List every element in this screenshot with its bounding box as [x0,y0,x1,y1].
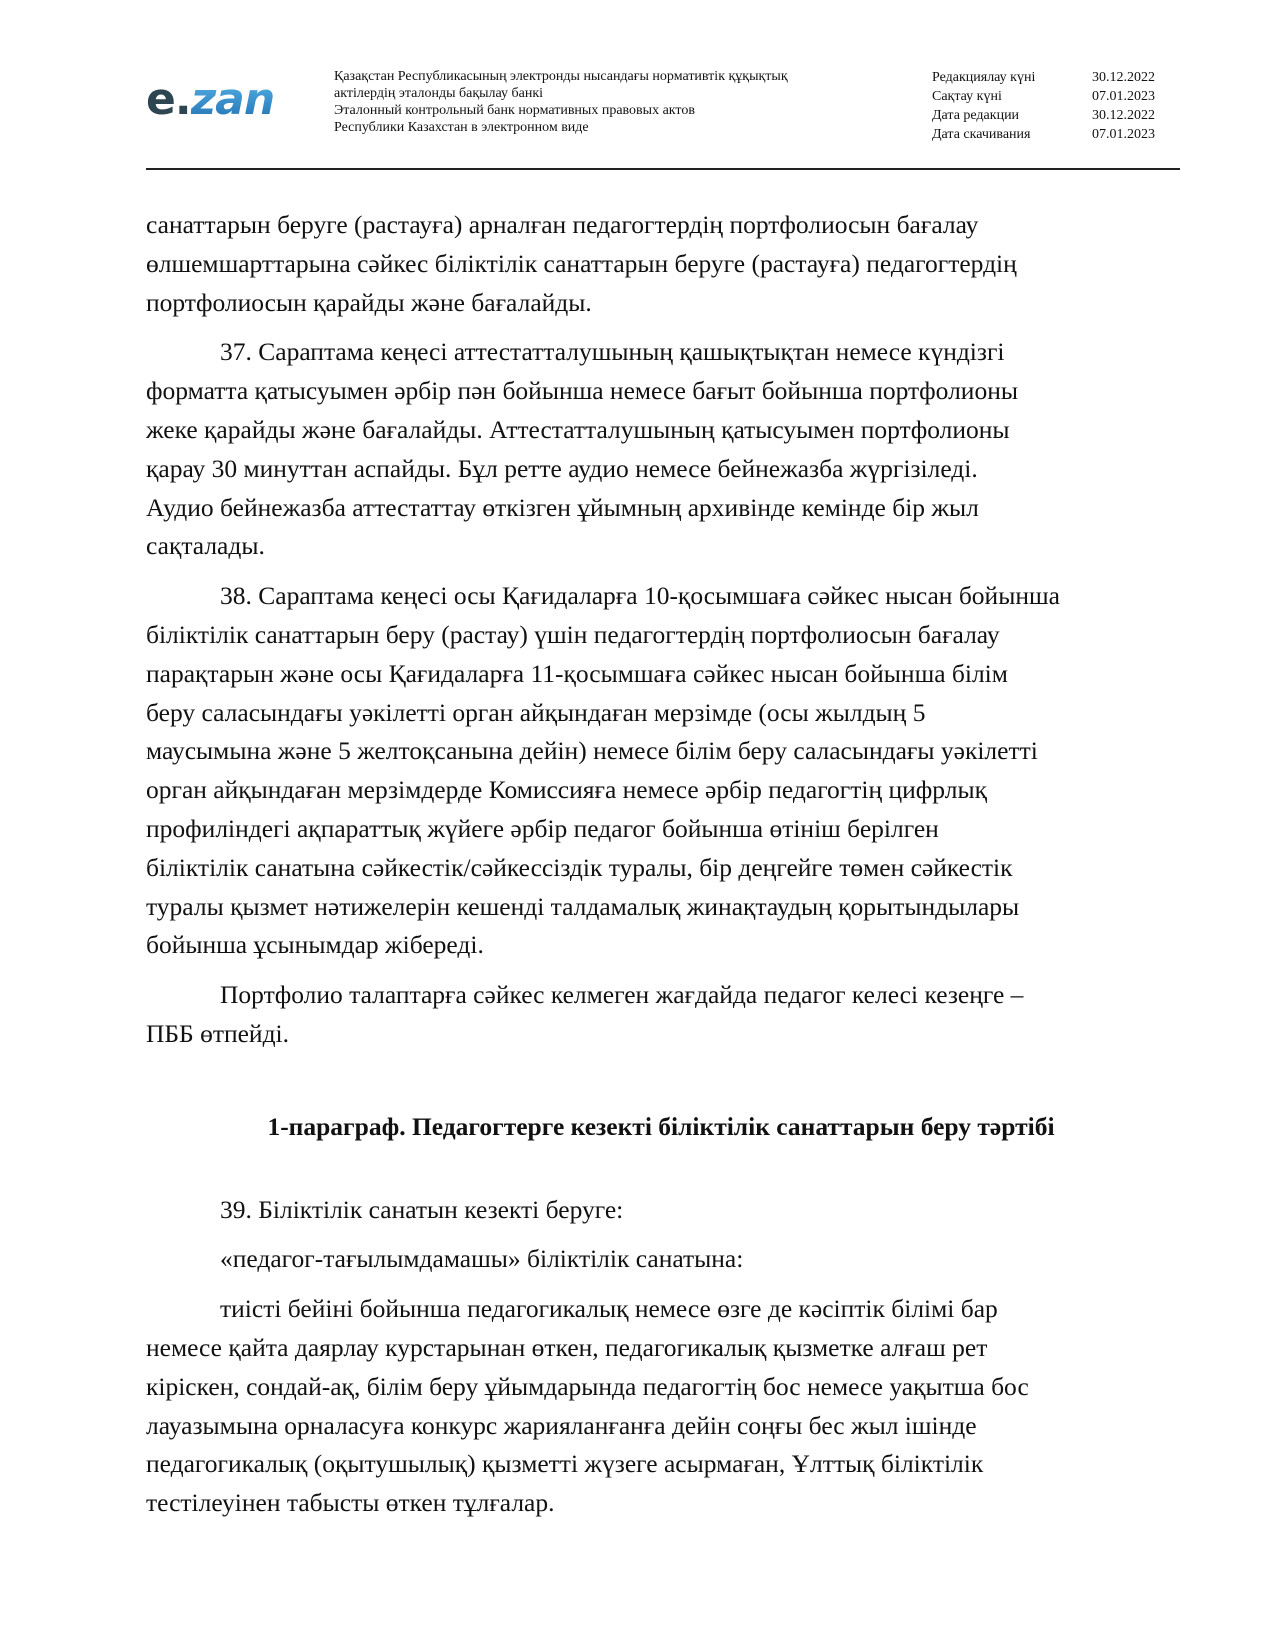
meta-value: 30.12.2022 [1092,70,1155,85]
text-line: 38. Сараптама кеңесі осы Қағидаларға 10-қосымшаға сәйкес нысан бойынша [220,581,1060,611]
text-line: Портфолио талаптарға сәйкес келмеген жағдайда педагог келесі кезеңге – [220,980,1024,1010]
text-line: сақталады. [146,531,265,561]
text-line: ПББ өтпейді. [146,1018,290,1048]
meta-value: 07.01.2023 [1092,127,1155,142]
text-line: тиісті бейіні бойынша педагогикалық немесе өзге де кәсіптік білімі бар [220,1294,998,1324]
text-line: жеке қарайды және бағалайды. Аттестатталушының қатысуымен портфолионы [146,414,1010,444]
text-line: санаттарын беруге (растауға) арналған педагогтердің портфолиосын бағалау [146,210,979,239]
logo-prefix: e [146,74,175,125]
paragraph-eligible-persons [146,1290,1176,1523]
paragraph-37 [146,333,1176,566]
text-line: профиліндегі ақпараттық жүйеге әрбір педагог бойынша өтініш берілген [146,813,939,843]
bank-title [334,68,788,136]
meta-row-save-date-kk [932,87,1182,106]
text-line: 37. Сараптама кеңесі аттестатталушының қашықтықтан немесе күндізгі [220,337,1005,367]
document-dates [932,68,1182,144]
ezan-logo [146,74,275,125]
header-divider [146,168,1180,170]
meta-row-download-date-ru [932,125,1182,144]
text-line: біліктілік санатына сәйкестік/сәйкессіздік туралы, бір деңгейге төмен сәйкестік [146,852,1013,882]
text-line: біліктілік санаттарын беру (растау) үшін педагогтердің портфолиосын бағалау [146,619,1000,649]
text-line: немесе қайта даярлау курстарынан өткен, педагогикалық қызметке алғаш рет [146,1332,988,1362]
text-line: бойынша ұсынымдар жібереді. [146,930,484,960]
text-line: маусымына және 5 желтоқсанына дейін) немесе білім беру саласындағы уәкілетті [146,736,1038,766]
bank-title-line: актілердің эталонды бақылау банкі [334,86,544,101]
text-line: өлшемшарттарына сәйкес біліктілік санаттарын беруге (растауға) педагогтердің [146,248,1017,278]
document-body [146,206,1176,1534]
bank-title-line: Эталонный контрольный банк нормативных правовых актов [334,103,695,118]
meta-label: Дата редакции [932,108,1020,123]
document-header [146,66,1180,166]
meta-label: Редакциялау күні [932,70,1036,85]
meta-row-edit-date-kk [932,68,1182,87]
bank-title-line: Республики Казахстан в электронном виде [334,120,589,135]
paragraph-39: 39. Біліктілік санатын кезекті беруге: [220,1194,624,1224]
meta-label: Сақтау күні [932,89,1002,104]
meta-value: 07.01.2023 [1092,89,1155,104]
text-line: педагогикалық (оқытушылық) қызметті жүзеге асырмаған, Ұлттық біліктілік [146,1449,984,1479]
paragraph-38 [146,577,1176,965]
text-line: портфолиосын қарайды және бағалайды. [146,287,592,317]
text-line: беру саласындағы уәкілетті орган айқындаған мерзімде (осы жылдың 5 [146,697,926,727]
bank-title-line: Қазақстан Республикасының электронды нысандағы нормативтік құқықтық [334,69,788,84]
text-line: форматта қатысуымен әрбір пән бойынша немесе бағыт бойынша портфолионы [146,376,1018,406]
paragraph-category: «педагог-тағылымдамашы» біліктілік санатына: [220,1244,744,1274]
meta-label: Дата скачивания [932,127,1031,142]
text-line: лауазымына орналасуға конкурс жарияланғанға дейін соңғы бес жыл ішінде [146,1410,977,1440]
text-line: Аудио бейнежазба аттестаттау өткізген ұйымның архивінде кемінде бір жыл [146,492,979,522]
text-line: қарау 30 минуттан аспайды. Бұл ретте аудио немесе бейнежазба жүргізіледі. [146,453,978,483]
text-line: кіріскен, сондай-ақ, білім беру ұйымдарында педагогтің бос немесе уақытша бос [146,1371,1029,1401]
paragraph-continuation [146,206,1176,322]
text-line: орган айқындаған мерзімдерде Комиссияға немесе әрбір педагогтің цифрлық [146,775,987,805]
section-heading: 1-параграф. Педагогтерге кезекті біліктілік санаттарын беру тәртібі [267,1111,1055,1141]
meta-row-edit-date-ru [932,106,1182,125]
logo-name: zan [190,74,275,125]
paragraph-portfolio-requirements [146,976,1176,1054]
logo-dot: . [174,74,191,125]
text-line: тестілеуінен табысты өткен тұлғалар. [146,1488,555,1518]
text-line: туралы қызмет нәтижелерін кешенді талдамалық жинақтаудың қорытындылары [146,891,1020,921]
meta-value: 30.12.2022 [1092,108,1155,123]
text-line: парақтарын және осы Қағидаларға 11-қосымшаға сәйкес нысан бойынша білім [146,658,1008,688]
